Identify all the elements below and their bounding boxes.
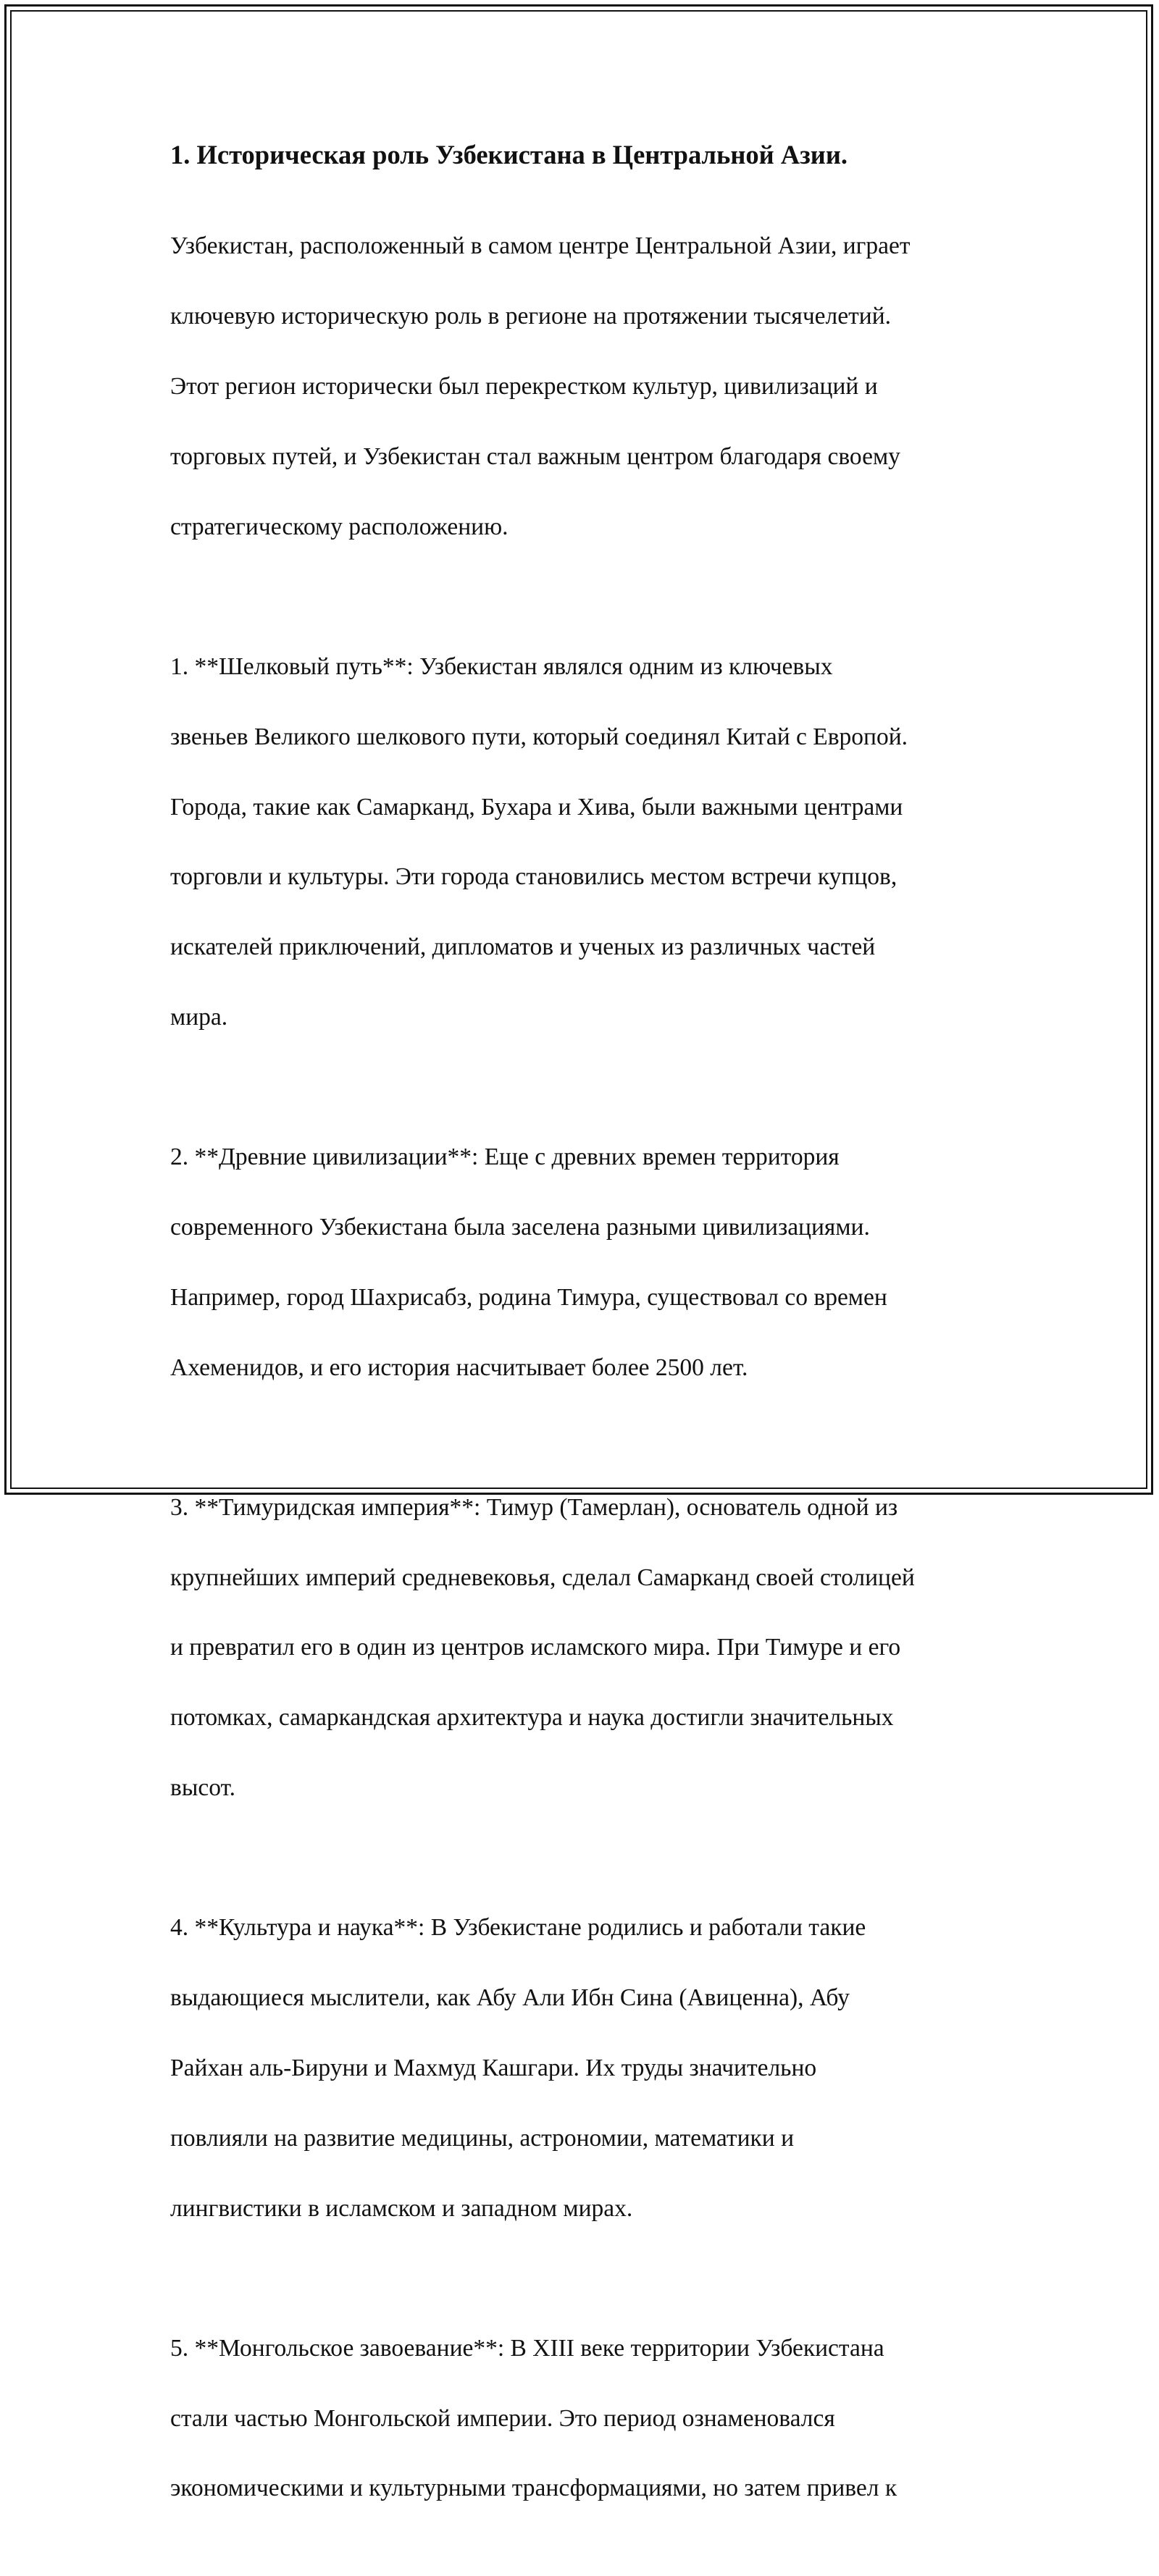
document-body (170, 136, 996, 2576)
text-line: стали частью Монгольской империи. Это период ознаменовался (170, 2404, 835, 2432)
text-line: Города, такие как Самарканд, Бухара и Хива, были важными центрами (170, 793, 903, 821)
text-line: мира. (170, 1003, 228, 1031)
paragraph-mongol-conquest (170, 2296, 996, 2541)
text-line: Например, город Шахрисабз, родина Тимура, существовал со времен (170, 1283, 887, 1311)
text-line: торговли и культуры. Эти города становились местом встречи купцов, (170, 863, 898, 891)
text-line: 4. **Культура и наука**: В Узбекистане родились и работали такие (170, 1914, 866, 1942)
text-line: Этот регион исторически был перекрестком культур, цивилизаций и (170, 373, 878, 400)
text-line: Узбекистан, расположенный в самом центре Центральной Азии, играет (170, 232, 911, 260)
text-line: потомках, самаркандская архитектура и наука достигли значительных (170, 1704, 894, 1732)
document-title: 1. Историческая роль Узбекистана в Центральной Азии. (170, 140, 848, 169)
paragraph-intro (170, 194, 996, 579)
text-line: стратегическому расположению. (170, 513, 509, 540)
text-line: 2. **Древние цивилизации**: Еще с древних времен территория (170, 1144, 840, 1171)
text-line: высот. (170, 1774, 235, 1802)
text-line: Ахеменидов, и его история насчитывает более 2500 лет. (170, 1354, 748, 1381)
text-line: лингвистики в исламском и западном мирах. (170, 2194, 633, 2222)
text-line: 1. **Шелковый путь**: Узбекистан являлся одним из ключевых (170, 653, 833, 680)
text-line: 5. **Монгольское завоевание**: В XIII веке территории Узбекистана (170, 2334, 884, 2362)
text-line: ключевую историческую роль в регионе на протяжении тысячелетий. (170, 303, 892, 330)
text-line: искателей приключений, дипломатов и ученых из различных частей (170, 934, 876, 961)
text-line: 3. **Тимуридская империя**: Тимур (Тамерлан), основатель одной из (170, 1493, 898, 1521)
text-line: повлияли на развитие медицины, астрономии, математики и (170, 2124, 795, 2152)
text-line: звеньев Великого шелкового пути, который соединял Китай с Европой. (170, 723, 908, 750)
paragraph-ancient-civilizations (170, 1105, 996, 1421)
text-line: крупнейших империй средневековья, сделал Самарканд своей столицей (170, 1564, 915, 1591)
text-line: и превратил его в один из центров исламского мира. При Тимуре и его (170, 1634, 901, 1661)
text-line: экономическими и культурными трансформациями, но затем привел к (170, 2475, 898, 2502)
paragraph-culture-science (170, 1876, 996, 2261)
text-line: современного Узбекистана была заселена разными цивилизациями. (170, 1213, 870, 1241)
text-line: выдающиеся мыслители, как Абу Али Ибн Сина (Авиценна), Абу (170, 1984, 850, 2012)
text-line: торговых путей, и Узбекистан стал важным центром благодаря своему (170, 442, 900, 470)
text-line: Райхан аль-Бируни и Махмуд Кашгари. Их труды значительно (170, 2054, 817, 2081)
paragraph-timurid-empire (170, 1455, 996, 1840)
paragraph-silk-road (170, 614, 996, 1070)
